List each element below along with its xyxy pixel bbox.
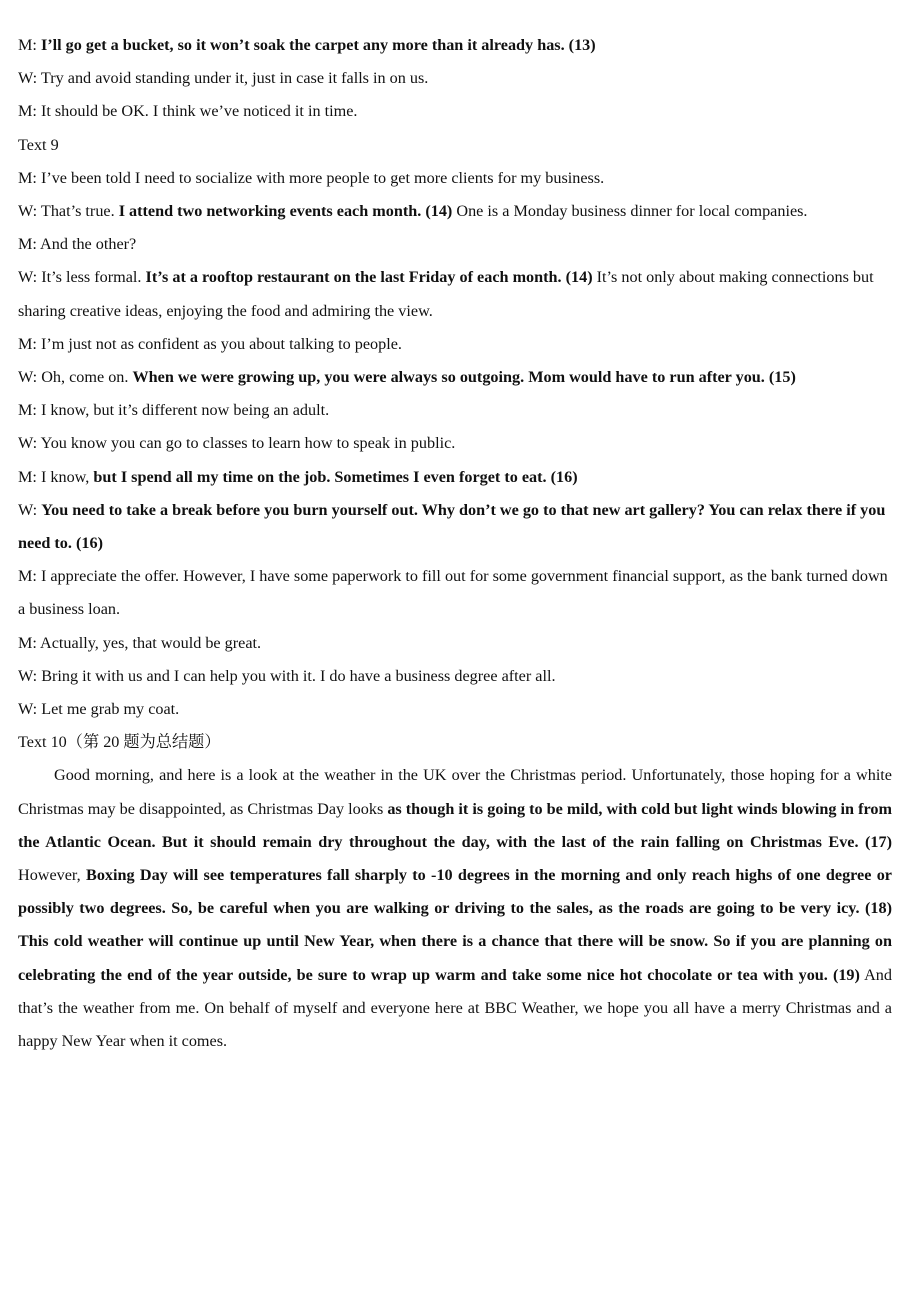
transcript-text: M: I appreciate the offer. However, I have some paperwork to fill out for some government financial support, as the bank turned down a business loan. [18, 567, 888, 619]
transcript-line [18, 62, 892, 95]
answer-highlight: When we were growing up, you were always so outgoing. Mom would have to run after you. (15) [132, 368, 796, 387]
dialogue-transcript [18, 29, 892, 759]
transcript-line [18, 129, 892, 162]
paragraph-text: However, [18, 866, 87, 885]
transcript-line [18, 494, 892, 560]
transcript-line [18, 95, 892, 128]
transcript-line [18, 660, 892, 693]
answer-highlight: You need to take a break before you burn yourself out. Why don’t we go to that new art gallery? You can relax there if you need to. (16) [18, 500, 886, 553]
transcript-line [18, 361, 892, 394]
transcript-text: M: [18, 36, 41, 54]
transcript-line [18, 693, 892, 726]
transcript-line [18, 328, 892, 361]
transcript-text: W: Try and avoid standing under it, just in case it falls in on us. [18, 69, 429, 88]
transcript-line [18, 627, 892, 660]
transcript-line [18, 560, 892, 626]
transcript-text: M: Actually, yes, that would be great. [18, 633, 262, 652]
transcript-line [18, 726, 892, 759]
transcript-text: M: It should be OK. I think we’ve noticed it in time. [18, 102, 358, 121]
paragraph-text: And that’s the weather from me. On behalf of myself and everyone here at BBC Weather, we hope you all have a merry Christmas and a happy New Year when it comes. [18, 965, 892, 1051]
transcript-line [18, 461, 892, 494]
transcript-text: M: I’ve been told I need to socialize with more people to get more clients for my business. [18, 168, 605, 187]
paragraph-text: Good morning, and here is a look at the weather in the UK over the Christmas period. Unfortunately, those hoping for a white Christmas may be disappointed, as Christmas Day looks [18, 766, 892, 818]
transcript-text: W: You know you can go to classes to learn how to speak in public. [18, 434, 456, 453]
transcript-line [18, 394, 892, 427]
answer-highlight: It’s at a rooftop restaurant on the last Friday of each month. (14) [145, 268, 593, 287]
transcript-text: W: Oh, come on. [18, 368, 133, 387]
transcript-text: W: [18, 500, 42, 519]
transcript-line [18, 29, 892, 62]
transcript-text: W: That’s true. [18, 202, 119, 221]
transcript-line [18, 228, 892, 261]
transcript-text: Text 9 [18, 135, 59, 154]
transcript-line [18, 195, 892, 228]
answer-highlight: as though it is going to be mild, with cold but light winds blowing in from the Atlantic Ocean. But it should remain dry throughout the day, with the last of the rain falling on Christmas Eve. (17) [18, 799, 892, 851]
transcript-text: W: Let me grab my coat. [18, 700, 180, 719]
transcript-line [18, 162, 892, 195]
transcript-text: One is a Monday business dinner for local companies. [452, 202, 808, 221]
answer-highlight: I attend two networking events each month. (14) [118, 202, 453, 221]
transcript-text: W: It’s less formal. [18, 268, 146, 287]
transcript-text: Text 10（第 20 题为总结题） [18, 733, 221, 752]
transcript-text: M: I know, [18, 467, 94, 486]
transcript-line [18, 427, 892, 460]
answer-highlight: but I spend all my time on the job. Sometimes I even forget to eat. (16) [93, 467, 578, 486]
transcript-text: M: And the other? [18, 235, 137, 254]
answer-highlight: I’ll go get a bucket, so it won’t soak the carpet any more than it already has. (13) [40, 36, 596, 54]
answer-highlight: Boxing Day will see temperatures fall sharply to -10 degrees in the morning and only reach highs of one degree or possibly two degrees. So, be careful when you are walking or driving to the sales, as the roads are going to be very icy. (18) This cold weather will continue up until New Year, when there is a chance that there will be snow. So if you are planning on celebrating the end of the year outside, be sure to wrap up warm and take some nice hot chocolate or tea with you. (19) [18, 866, 892, 984]
transcript-text: M: I know, but it’s different now being an adult. [18, 401, 330, 420]
transcript-text: M: I’m just not as confident as you about talking to people. [18, 334, 402, 353]
weather-report-paragraph [18, 759, 892, 1058]
transcript-line [18, 261, 892, 327]
transcript-text: It’s not only about making connections but sharing creative ideas, enjoying the food and admiring the view. [18, 268, 874, 320]
transcript-text: W: Bring it with us and I can help you with it. I do have a business degree after all. [18, 666, 556, 685]
